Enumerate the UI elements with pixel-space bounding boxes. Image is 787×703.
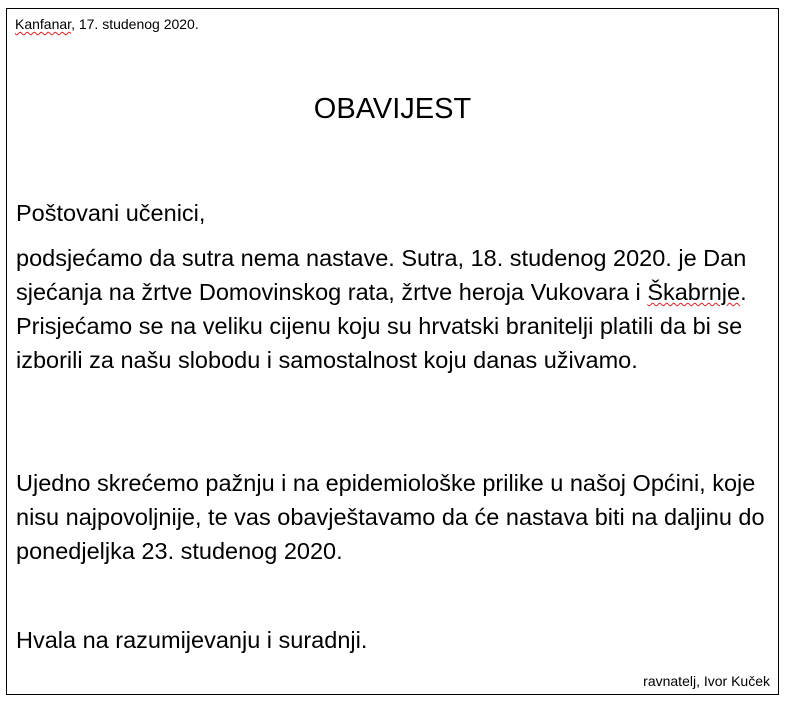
paragraph-1-marked-word: Škabrnje <box>647 279 741 305</box>
paragraph-1-part-b: . Prisjećamo se na veliku cijenu koju su hrvatski branitelji platili da bi se izborili za našu slobodu i samostalnost koju danas uživamo. <box>16 279 747 373</box>
date-text: , 17. studenog 2020. <box>71 16 199 32</box>
notice-document <box>6 8 779 695</box>
paragraph-1 <box>16 241 768 377</box>
date-line <box>15 16 199 32</box>
paragraph-1-part-a: podsjećamo da sutra nema nastave. Sutra, 18. studenog 2020. je Dan sjećanja na žrtve Domovinskog rata, žrtve heroja Vukovara i <box>16 245 747 305</box>
paragraph-2: Ujedno skrećemo pažnju i na epidemiološke prilike u našoj Općini, koje nisu najpovoljnije, te vas obavještavamo da će nastava biti na daljinu do ponedjeljka 23. studenog 2020. <box>16 470 765 564</box>
signature: ravnatelj, Ivor Kuček <box>643 673 770 689</box>
paragraph-3: Hvala na razumijevanju i suradnji. <box>16 627 368 653</box>
document-title: OBAVIJEST <box>313 93 472 125</box>
place-name: Kanfanar <box>15 16 72 32</box>
greeting: Poštovani učenici, <box>16 200 206 226</box>
